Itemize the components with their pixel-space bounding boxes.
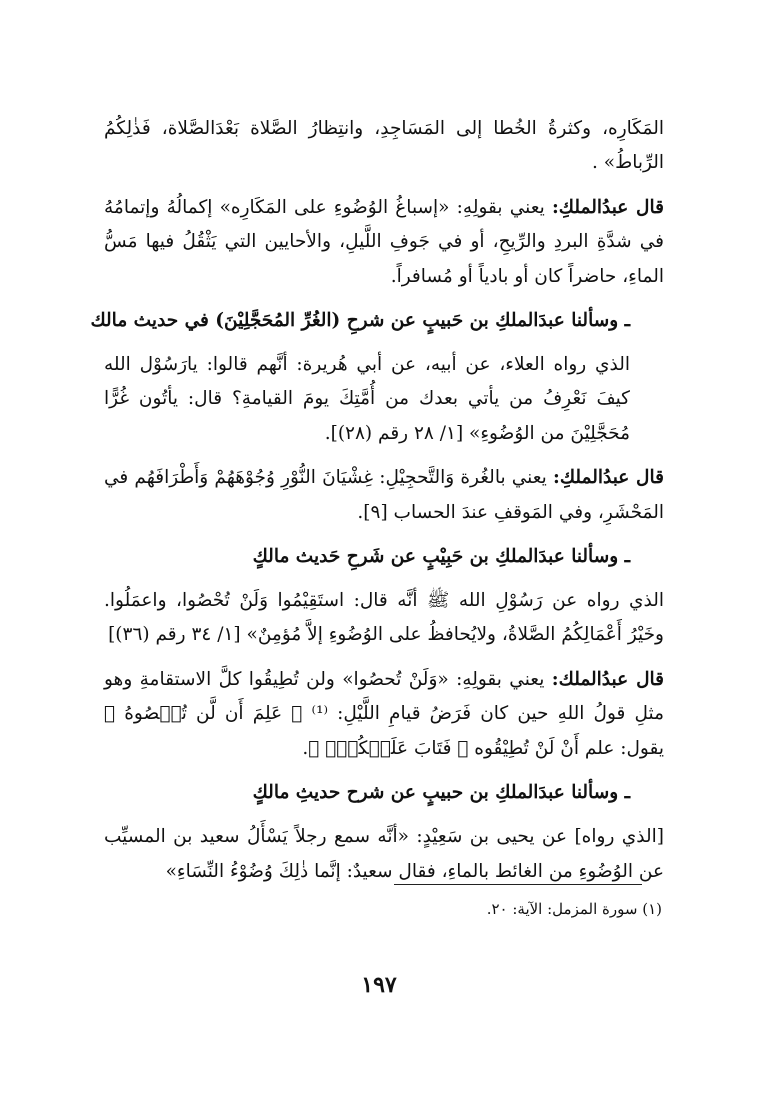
paragraph: الذي رواه عن رَسُوْلِ الله ﷺ أنَّه قال: استَقِيْمُوا وَلَنْ تُحْصُوا، واعمَلُوا. وخَيْرُ أَعْمَالِكُمُ الصَّلاةُ، ولايُحافظُ على الوُضُوءِ إلاَّ مُؤمِنٌ» [١/ ٣٤ رقم (٣٦)] [104,590,664,646]
paragraph-text: يعني بقولِهِ: «وَلَنْ تُحصُوا» ولن تُطِيقُوا كلَّ الاستقامةِ وهو مثلِ قولُ اللهِ حين كان فَرَضُ قيامِ اللَّيْلِ: ⁽¹⁾ ﴿ عَلِمَ أَن لَّن تُحۡصُوهُ ﴾ يقول: علم أَنْ لَنْ تُطِيْقُوه ﴿ فَتَابَ عَلَيۡكُمۡۖ ﴾. [104,668,665,759]
question-heading: ـ وسألنا عبدَالملكِ بن حبيبٍ عن شرح حديثِ مالكٍ [252,782,630,804]
paragraph: المَكَارِه، وكثرةُ الخُطا إلى المَسَاجِدِ، وانتِظارُ الصَّلاة بَعْدَالصَّلاة، فَذٰلِكُمُ الرِّباطُ» . [104,118,664,174]
speaker-label: قال عبدُالملكِ: [553,467,664,489]
page-number: ١٩٧ [361,972,397,998]
question-heading: ـ وسألنا عبدَالملكِ بن حَبيبٍ عن شرحِ (الغُرِّ المُحَجَّلِيْنَ) في حديث مالك [90,310,630,332]
paragraph [104,191,664,294]
main-text [90,112,665,899]
paragraph: الذي رواه العلاء، عن أبيه، عن أبي هُريرة: أنَّهم قالوا: يارَسُوْل الله كيفَ نَعْرِفُ من يأتي بعدك من أُمَّتِكَ يومَ القيامةِ؟ قال: يأتُون غُرًّا مُحَجَّلِيْنَ من الوُضُوءِ» [١/ ٢٨ رقم (٢٨)]. [104,354,630,444]
footnote: (١) سورة المزمل: الآية: ٢٠. [486,900,662,918]
paragraph-text: يعني بالغُرة وَالتَّحجِيْلِ: غِشْيَانَ النُّوْرِ وُجُوْهَهُمْ وَأَطْرَافَهُم في المَحْشَرِ، وفي المَوقفِ عندَ الحساب [٩]. [104,467,664,523]
speaker-label: قال عبدُالملك: [551,668,664,690]
paragraph [104,461,664,530]
paragraph: [الذي رواه] عن يحيى بن سَعِيْدٍ: «أنَّه سمع رجلاً يَسْأَلُ سعيد بن المسيِّب عن الوُضُوءِ من الغائط بالماءِ، فقال سعيدٌ: إنَّما ذٰلِكَ وُضُوْءُ النِّسَاءِ» [104,826,664,882]
paragraph [104,663,664,766]
question-heading: ـ وسألنا عبدَالملكِ بن حَبِيْبٍ عن شَرحِ حَديث مالكٍ [252,546,630,568]
paragraph-text: يعني بقولِهِ: «إسباغُ الوُضُوءِ على المَكَارِه» إكمالُهُ وإتمامُهُ في شدَّةِ البردِ والرِّيحِ، أو في جَوفِ اللَّيلِ، والأحايين التي يَثْقُلُ فيها مَسُّ الماءِ، حاضراً كان أو بادياً أو مُسافراً. [104,196,664,287]
speaker-label: قال عبدُالملكِ: [551,196,664,218]
footnote-divider [394,884,642,885]
